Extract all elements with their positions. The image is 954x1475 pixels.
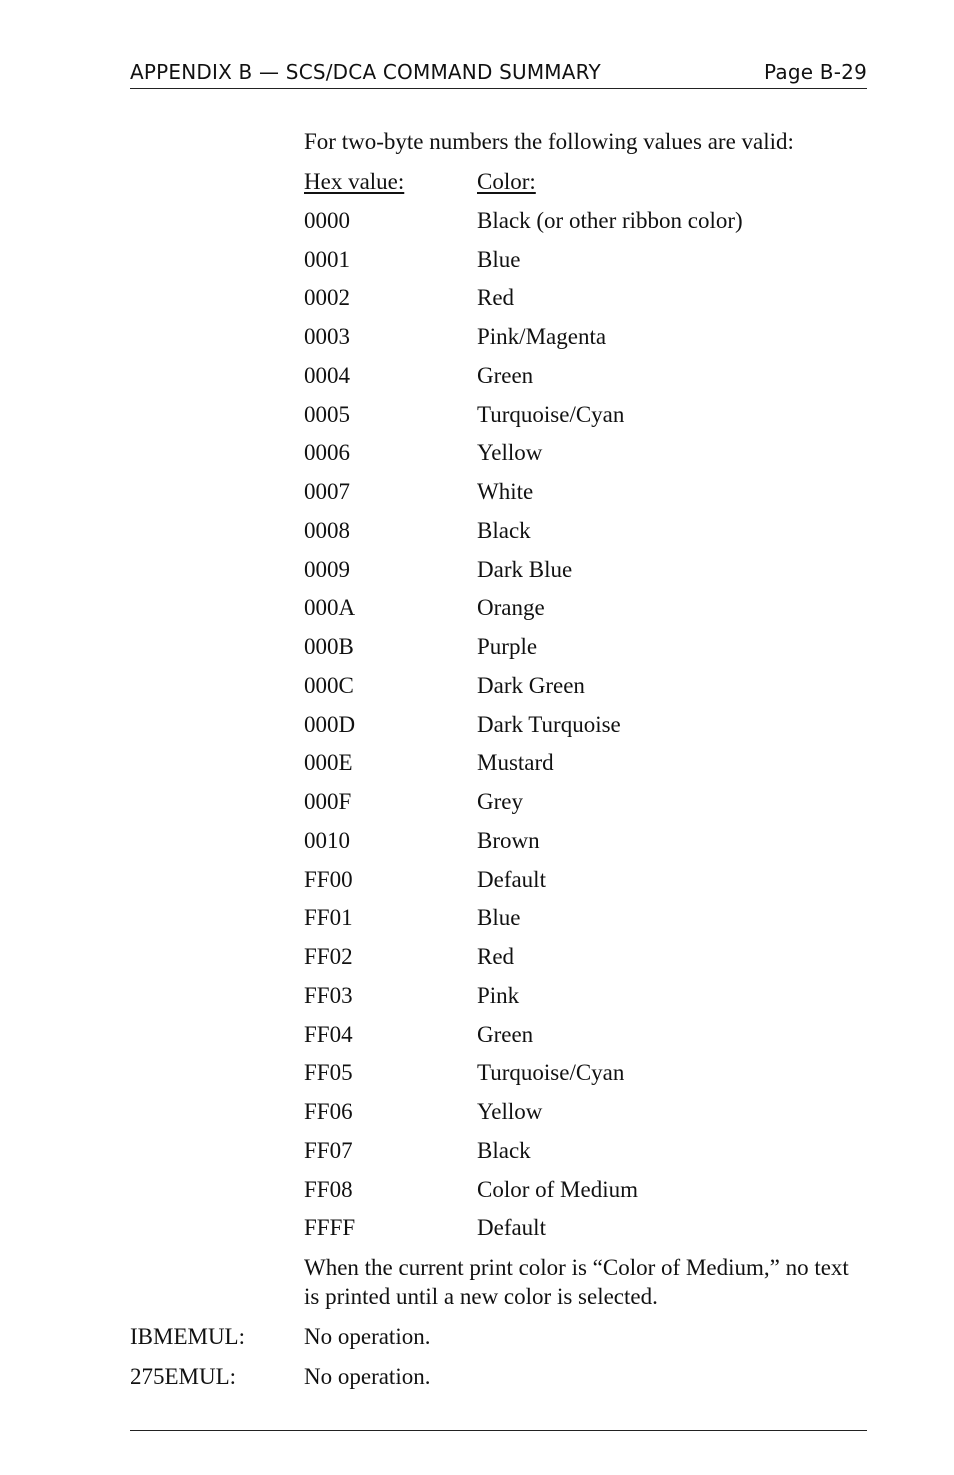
hex-cell: 000F xyxy=(304,789,352,814)
color-cell: Pink/Magenta xyxy=(477,324,607,349)
color-cell: Mustard xyxy=(477,750,554,776)
color-cell: Black xyxy=(477,1137,531,1163)
hex-cell: 000A xyxy=(304,595,356,621)
color-cell: Black (or other ribbon color) xyxy=(477,207,743,233)
hex-cell: 0003 xyxy=(304,324,350,349)
color-cell: Pink xyxy=(477,982,520,1008)
hex-cell: 0000 xyxy=(304,207,350,233)
color-table xyxy=(304,167,867,1252)
color-cell: Red xyxy=(477,285,515,311)
table-row xyxy=(304,787,867,826)
color-cell: Default xyxy=(477,866,546,892)
color-cell: White xyxy=(477,479,534,504)
hex-cell: FF00 xyxy=(304,866,353,892)
hex-cell: FF04 xyxy=(304,1021,353,1047)
hex-cell: 000D xyxy=(304,711,356,737)
table-row xyxy=(304,555,867,594)
table-row xyxy=(304,671,867,710)
275emul-label: 275EMUL: xyxy=(130,1364,237,1389)
table-row xyxy=(304,516,867,555)
hex-column-header: Hex value: xyxy=(304,169,405,194)
table-row xyxy=(304,710,867,749)
color-cell: Green xyxy=(477,362,534,388)
color-cell: Default xyxy=(477,1215,546,1241)
table-row xyxy=(304,245,867,284)
color-cell: Yellow xyxy=(477,1099,543,1124)
color-cell: Dark Green xyxy=(477,672,585,698)
table-row xyxy=(304,826,867,865)
hex-cell: 000C xyxy=(304,672,354,698)
table-row xyxy=(304,1136,867,1175)
page-number: Page B-29 xyxy=(764,60,867,84)
page-header xyxy=(130,58,867,89)
table-row xyxy=(304,438,867,477)
table-row xyxy=(304,748,867,787)
hex-cell: FF07 xyxy=(304,1137,353,1163)
hex-cell: 000E xyxy=(304,750,353,776)
color-cell: Dark Turquoise xyxy=(477,711,621,737)
table-row xyxy=(304,283,867,322)
table-row xyxy=(304,1020,867,1059)
color-cell: Blue xyxy=(477,246,521,272)
hex-cell: 0004 xyxy=(304,362,350,388)
table-row xyxy=(304,361,867,400)
color-cell: Brown xyxy=(477,827,540,853)
hex-cell: 0009 xyxy=(304,556,350,582)
275emul-value: No operation. xyxy=(304,1364,431,1389)
table-row xyxy=(304,593,867,632)
hex-cell: 0007 xyxy=(304,479,350,504)
intro-text: For two-byte numbers the following values are valid: xyxy=(304,129,794,154)
hex-cell: 0005 xyxy=(304,401,350,427)
color-column-header: Color: xyxy=(477,169,536,194)
hex-cell: 000B xyxy=(304,634,354,659)
table-row xyxy=(304,632,867,671)
table-row xyxy=(304,1175,867,1214)
hex-cell: FF03 xyxy=(304,982,353,1008)
table-row xyxy=(304,981,867,1020)
color-cell: Red xyxy=(477,944,515,969)
hex-cell: 0002 xyxy=(304,285,350,311)
table-header-row xyxy=(304,167,867,206)
hex-cell: 0010 xyxy=(304,827,350,853)
color-cell: Blue xyxy=(477,905,521,931)
hex-cell: 0008 xyxy=(304,517,350,543)
color-cell: Turquoise/Cyan xyxy=(477,1060,625,1086)
table-row xyxy=(304,206,867,245)
table-row xyxy=(304,865,867,904)
color-cell: Dark Blue xyxy=(477,556,573,582)
header-title: APPENDIX B — SCS/DCA COMMAND SUMMARY xyxy=(130,60,601,84)
hex-cell: FF05 xyxy=(304,1060,353,1086)
ibmemul-value: No operation. xyxy=(304,1324,431,1349)
footer-rule xyxy=(130,1430,867,1431)
color-cell: Grey xyxy=(477,789,523,814)
table-row xyxy=(304,903,867,942)
hex-cell: FF08 xyxy=(304,1176,353,1202)
color-cell: Orange xyxy=(477,595,545,621)
color-cell: Green xyxy=(477,1021,534,1047)
table-row xyxy=(304,942,867,981)
table-row xyxy=(304,322,867,361)
ibmemul-label: IBMEMUL: xyxy=(130,1324,245,1349)
note-text: When the current print color is “Color of Medium,” no text is printed until a new color is selected. xyxy=(304,1255,849,1309)
table-row xyxy=(304,400,867,439)
hex-cell: FF02 xyxy=(304,944,353,969)
table-row xyxy=(304,1213,867,1252)
hex-cell: FF06 xyxy=(304,1099,353,1124)
color-cell: Turquoise/Cyan xyxy=(477,401,625,427)
color-cell: Color of Medium xyxy=(477,1176,638,1202)
hex-cell: 0006 xyxy=(304,440,350,466)
table-row xyxy=(304,477,867,516)
color-cell: Black xyxy=(477,517,531,543)
hex-cell: FFFF xyxy=(304,1215,356,1241)
hex-cell: FF01 xyxy=(304,905,353,931)
color-cell: Purple xyxy=(477,634,538,659)
color-cell: Yellow xyxy=(477,440,543,466)
table-row xyxy=(304,1097,867,1136)
table-row xyxy=(304,1058,867,1097)
hex-cell: 0001 xyxy=(304,246,350,272)
